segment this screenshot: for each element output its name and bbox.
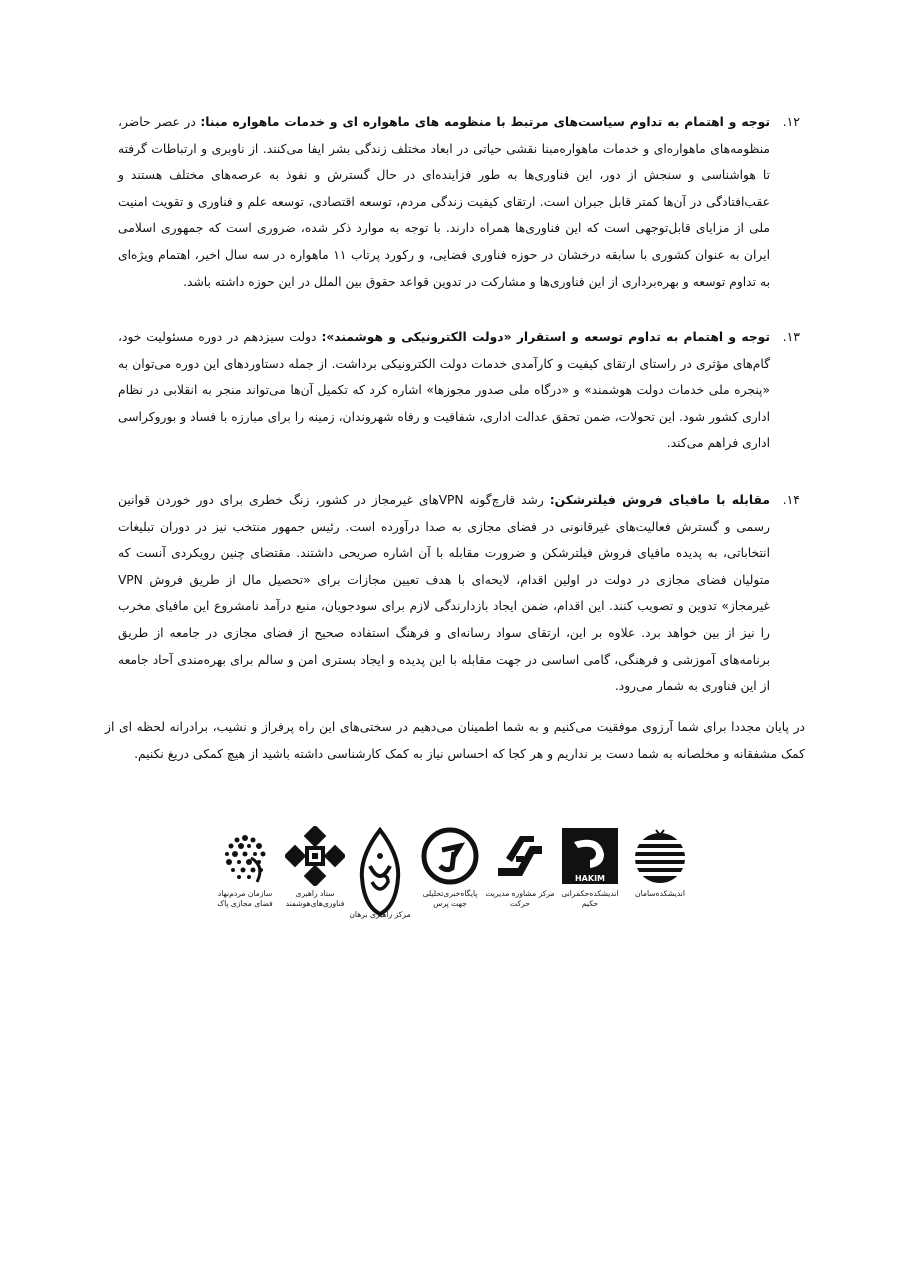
item-number: ۱۳. — [782, 329, 800, 344]
closing-paragraph: در پایان مجددا برای شما آرزوی موفقیت می‌کنیم و به شما اطمینان می‌دهیم در سختی‌های این راه پرفراز و نشیب، برادرانه لحظه ای از کمک مشفقانه و مخلصانه به شما دست بر نداریم و هر کجا که احساس نیاز به کمک کارشناسی داشته باشید از هیچ کمکی دریغ نکنیم. — [105, 720, 805, 761]
hakim-logo-icon — [560, 826, 620, 886]
fazaye-pak-logo-icon — [215, 826, 275, 886]
logo-jahat — [410, 826, 490, 909]
item-body: دولت سیزدهم در دوره مسئولیت خود، گام‌های مؤثری در راستای ارتقای کیفیت و کارآمدی خدمات دولت الکترونیکی برداشت. از جمله دستاوردهای این دوره می‌توان به «پنجره ملی خدمات دولت هوشمند» و «درگاه ملی صدور مجوزها» اشاره کرد که تکمیل آن‌ها می‌تواند منجر به انقلابی در نظام اداری کشور شود. این تحولات، ضمن تحقق عدالت اداری، شفافیت و رفاه شهروندان، زمینه را برای مبارزه با فساد و بوروکراسی اداری فراهم می‌کند. — [118, 330, 770, 451]
jahat-logo-icon — [420, 826, 480, 886]
list-item-12 — [118, 109, 800, 295]
logo-caption: مرکز مشاوره مدیریت حرکت — [485, 889, 555, 908]
item-number: ۱۲. — [782, 114, 800, 129]
item-body: در عصر حاضر، منظومه‌های ماهواره‌ای و خدمات ماهواره‌مبنا نقشی حیاتی در ابعاد مختلف زندگی بشر ایفا می‌کنند. از ناوبری و ارتباطات گرفته تا هواشناسی و سنجش از دور، این فناوری‌ها به طور فزاینده‌ای در حال گسترش و نفوذ به عرصه‌های مختلف هستند و عقب‌افتادگی در آن‌ها کمتر قابل جبران است. ارتقای کیفیت زندگی مردم، توسعه اقتصادی، توسعه علم و فناوری و تقویت امنیت ملی از مزایای قابل‌توجهی است که این فناوری‌ها همراه دارند. با توجه به موارد ذکر شده، ضروری است که جمهوری اسلامی ایران به عنوان کشوری با سابقه درخشان در حوزه فناوری فضایی، و رکورد پرتاب ۱۱ ماهواره در سه سال اخیر، اهتمام ویژه‌ای به تداوم توسعه و بهره‌برداری از این فناوری‌ها و مشارکت در تدوین قواعد حقوق بین الملل در این حوزه داشته باشد. — [118, 115, 770, 289]
logo-harakat — [480, 826, 560, 909]
logo-hakim — [550, 826, 630, 909]
logo-caption: ستاد راهبری فناوری‌های‌هوشمند — [285, 889, 345, 908]
list-item-14 — [118, 487, 800, 700]
borhan-logo-icon — [350, 826, 410, 916]
partner-logos — [200, 826, 700, 956]
logo-saman — [620, 826, 700, 899]
logo-fazaye-pak — [205, 826, 285, 909]
setad-logo-icon — [285, 826, 345, 886]
list-item-13 — [118, 324, 800, 457]
logo-caption: اندیشکده‌حکمرانی حکیم — [561, 889, 619, 908]
item-heading: توجه و اهتمام به تداوم سیاست‌های مرتبط با منظومه های ماهواره ای و خدمات ماهواره مبنا: — [200, 115, 770, 129]
item-number: ۱۴. — [782, 492, 800, 507]
item-heading: توجه و اهتمام به تداوم توسعه و استقرار «دولت الکترونیکی و هوشمند»: — [321, 330, 771, 344]
item-heading: مقابله با مافیای فروش فیلترشکن: — [549, 493, 770, 507]
svg-text:HAKIM: HAKIM — [574, 874, 606, 883]
logo-caption: اندیشکده‌سامان — [635, 889, 685, 898]
logo-caption: پایگاه‌خبری‌تحلیلی جهت پرس — [422, 889, 478, 908]
logo-setad — [275, 826, 355, 909]
globe-stripes-logo-icon — [630, 826, 690, 886]
logo-caption: مرکز راهبری برهان — [349, 910, 411, 919]
logo-caption: سازمان مردم‌نهاد فضای مجازی پاک — [217, 889, 273, 908]
item-body: رشد قارچ‌گونه VPNهای غیرمجاز در کشور، زنگ خطری برای دور خوردن قوانین رسمی و گسترش فعالیت‌های غیرقانونی در فضای مجازی به صدا درآورده است. رئیس جمهور منتخب نیز در دوران تبلیغات انتخاباتی، به پدیده مافیای فروش فیلترشکن و ضرورت مقابله با آن اشاره صریحی داشتند. مقتضای چنین رویکردی آنست که متولیان فضای مجازی در دولت در اولین اقدام، لایحه‌ای با هدف تعیین مجازات برای «تحصیل مال از طریق فروش VPN غیرمجاز» تدوین و تصویب کنند. این اقدام، ضمن ایجاد بازدارندگی لازم برای سودجویان، منبع درآمد نامشروع این مافیای مخرب را نیز از بین خواهد برد. علاوه بر این، ارتقای سواد رسانه‌ای و فرهنگ استفاده صحیح از فضای مجازی در جامعه از طریق برنامه‌های آموزشی و فرهنگی، گامی اساسی در جهت مقابله با این پدیده و ایجاد بستری امن و سالم برای بهره‌مندی آحاد جامعه از این فناوری به شمار می‌رود. — [118, 493, 770, 694]
harakat-logo-icon — [490, 826, 550, 886]
